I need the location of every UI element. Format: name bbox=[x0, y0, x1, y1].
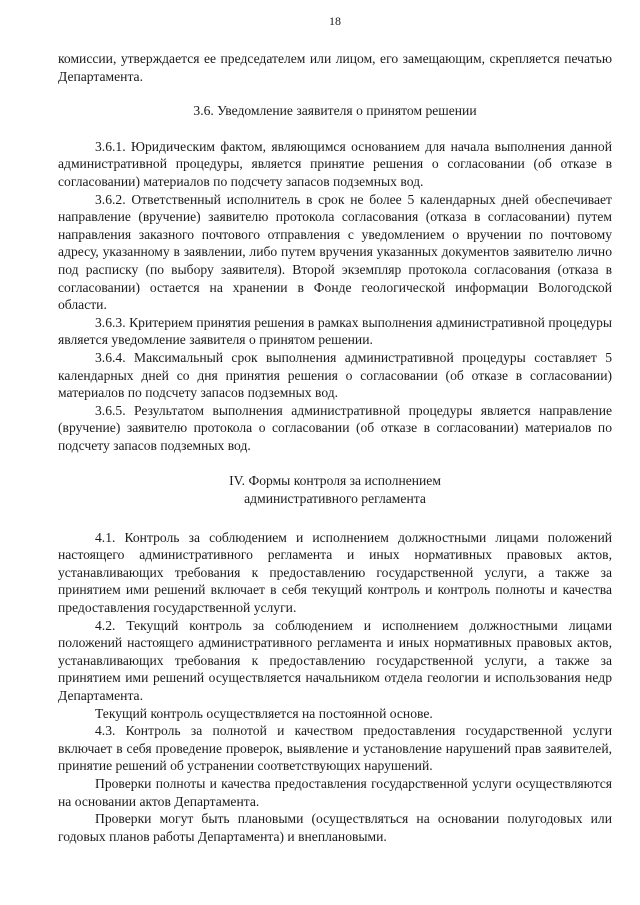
paragraph-3-6-3: 3.6.3. Критерием принятия решения в рамках выполнения административной процедуры является уведомление заявителя о принятом решении. bbox=[58, 314, 612, 348]
section-4-heading bbox=[58, 472, 612, 507]
paragraph-4-3-checks-basis: Проверки полноты и качества предоставления государственной услуги осуществляются на основании актов Департамента. bbox=[58, 775, 612, 809]
paragraph-4-2-continuous: Текущий контроль осуществляется на постоянной основе. bbox=[95, 705, 433, 721]
paragraph-3-6-1: 3.6.1. Юридическим фактом, являющимся основанием для начала выполнения данной административной процедуры, является принятие решения о согласовании (об отказе в согласовании) материалов по подсчету запасов подземных вод. bbox=[58, 138, 612, 189]
section-4-title-line1: IV. Формы контроля за исполнением bbox=[229, 473, 441, 489]
page-number: 18 bbox=[329, 14, 341, 28]
document-body bbox=[58, 50, 612, 845]
paragraph-4-1: 4.1. Контроль за соблюдением и исполнением должностными лицами положений настоящего административного регламента и иных нормативных правовых актов, устанавливающих требования к предоставлению государственной услуги, а также за принятием ими решений включает в себя текущий контроль и контроль полноты и качества предоставления государственной услуги. bbox=[58, 529, 612, 616]
paragraph-4-2: 4.2. Текущий контроль за соблюдением и исполнением должностными лицами положений настоящего административного регламента и иных нормативных правовых актов, устанавливающих требования к предоставлению государственной услуги, а также за принятием ими решений осуществляется начальником отдела геологии и использования недр Департамента. bbox=[58, 617, 612, 703]
section-3-6-heading: 3.6. Уведомление заявителя о принятом решении bbox=[193, 103, 477, 119]
intro-paragraph: комиссии, утверждается ее председателем или лицом, его замещающим, скрепляется печатью Департамента. bbox=[58, 51, 612, 84]
paragraph-3-6-5: 3.6.5. Результатом выполнения административной процедуры является направление (вручение) заявителю протокола о согласовании (об отказе в согласовании) материалов по подсчету запасов подземных вод. bbox=[58, 402, 612, 453]
paragraph-4-3-checks-types: Проверки могут быть плановыми (осуществляться на основании полугодовых или годовых планов работы Департамента) и внеплановыми. bbox=[58, 811, 612, 844]
paragraph-3-6-4: 3.6.4. Максимальный срок выполнения административной процедуры составляет 5 календарных дней со дня принятия решения о согласовании (об отказе в согласовании) материалов по подсчету запасов подземных вод. bbox=[58, 349, 612, 401]
paragraph-3-6-2: 3.6.2. Ответственный исполнитель в срок не более 5 календарных дней обеспечивает направление (вручение) заявителю протокола согласования (отказа в согласовании) путем направления заказного почтового отправления с уведомлением о вручении по почтовому адресу, указанному в заявлении, либо путем вручения указанных документов заявителю лично под расписку (по выбору заявителя). Второй экземпляр протокола согласования (отказа в согласовании) остается на хранении в Фонде геологической информации Вологодской области. bbox=[58, 191, 612, 313]
paragraph-4-3: 4.3. Контроль за полнотой и качеством предоставления государственной услуги включает в себя проведение проверок, выявление и установление нарушений прав заявителей, принятие решений об устранении соответствующих нарушений. bbox=[58, 723, 612, 774]
section-4-title-line2: административного регламента bbox=[244, 491, 426, 507]
